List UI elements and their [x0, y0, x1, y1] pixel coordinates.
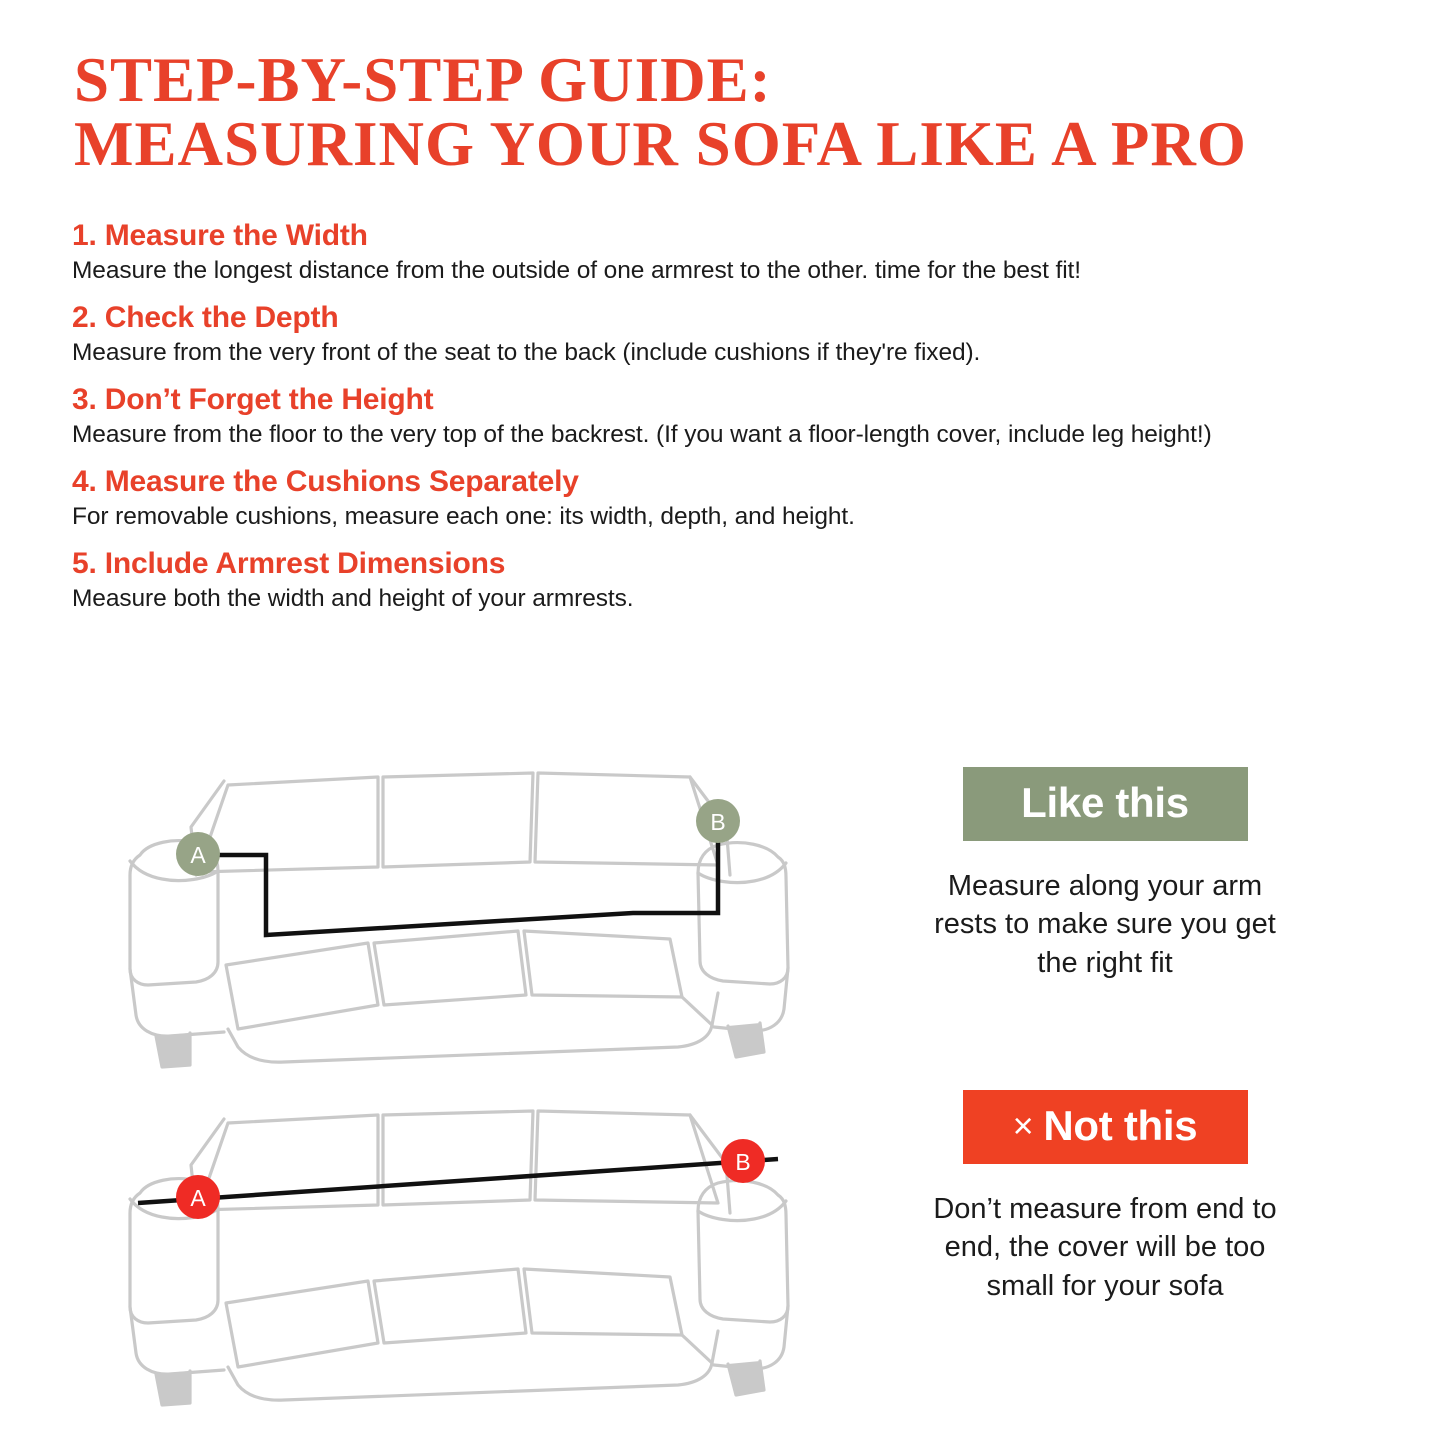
- close-icon: ×: [1012, 1105, 1034, 1146]
- step-5-heading: 5. Include Armrest Dimensions: [72, 546, 506, 580]
- title-line-2: MEASURING YOUR SOFA LIKE A PRO: [74, 109, 1247, 180]
- point-b-marker-correct: [696, 799, 740, 843]
- badge-not-this-label: Not this: [1043, 1102, 1198, 1149]
- point-a-label: A: [190, 1185, 206, 1211]
- examples-section: [0, 735, 1445, 1445]
- callout-incorrect: [905, 1090, 1305, 1305]
- title-line-1: STEP-BY-STEP GUIDE:: [74, 45, 772, 115]
- point-a-label: A: [190, 842, 206, 868]
- point-a-marker-incorrect: [176, 1175, 220, 1219]
- step-item-1: [72, 219, 1385, 285]
- measurement-line-correct: [198, 839, 718, 935]
- badge-like-this-label: Like this: [1021, 779, 1189, 826]
- step-1-body: Measure the longest distance from the outside of one armrest to the other. time for the best fit!: [72, 256, 1081, 284]
- step-item-5: [72, 547, 1385, 613]
- step-5-body: Measure both the width and height of your armrests.: [72, 584, 634, 612]
- badge-not-this: [963, 1090, 1248, 1164]
- sofa-diagram-incorrect: [78, 1085, 838, 1415]
- sofa-illustration-incorrect: [78, 1085, 838, 1415]
- step-2-heading: 2. Check the Depth: [72, 300, 339, 334]
- step-item-4: [72, 465, 1385, 531]
- callout-correct-text: Measure along your arm rests to make sure you get the right fit: [934, 870, 1276, 979]
- point-a-marker-correct: [176, 832, 220, 876]
- badge-like-this: [963, 767, 1248, 841]
- step-2-body: Measure from the very front of the seat to the back (include cushions if they're fixed).: [72, 338, 981, 366]
- step-4-body: For removable cushions, measure each one: its width, depth, and height.: [72, 502, 855, 530]
- callout-correct: [905, 767, 1305, 982]
- point-b-marker-incorrect: [721, 1139, 765, 1183]
- measurement-line-incorrect: [138, 1159, 778, 1203]
- steps-list: [68, 219, 1385, 613]
- sofa-diagram-correct: [78, 747, 838, 1077]
- step-4-heading: 4. Measure the Cushions Separately: [72, 464, 579, 498]
- step-1-heading: 1. Measure the Width: [72, 218, 368, 252]
- step-3-body: Measure from the floor to the very top of the backrest. (If you want a floor-length cover, include leg height!): [72, 420, 1212, 448]
- page-title: [68, 45, 1385, 180]
- callout-incorrect-text: Don’t measure from end to end, the cover will be too small for your sofa: [933, 1193, 1277, 1302]
- sofa-illustration-correct: [78, 747, 838, 1077]
- point-b-label: B: [735, 1149, 751, 1175]
- step-3-heading: 3. Don’t Forget the Height: [72, 382, 434, 416]
- step-item-3: [72, 383, 1385, 449]
- point-b-label: B: [710, 809, 726, 835]
- step-item-2: [72, 301, 1385, 367]
